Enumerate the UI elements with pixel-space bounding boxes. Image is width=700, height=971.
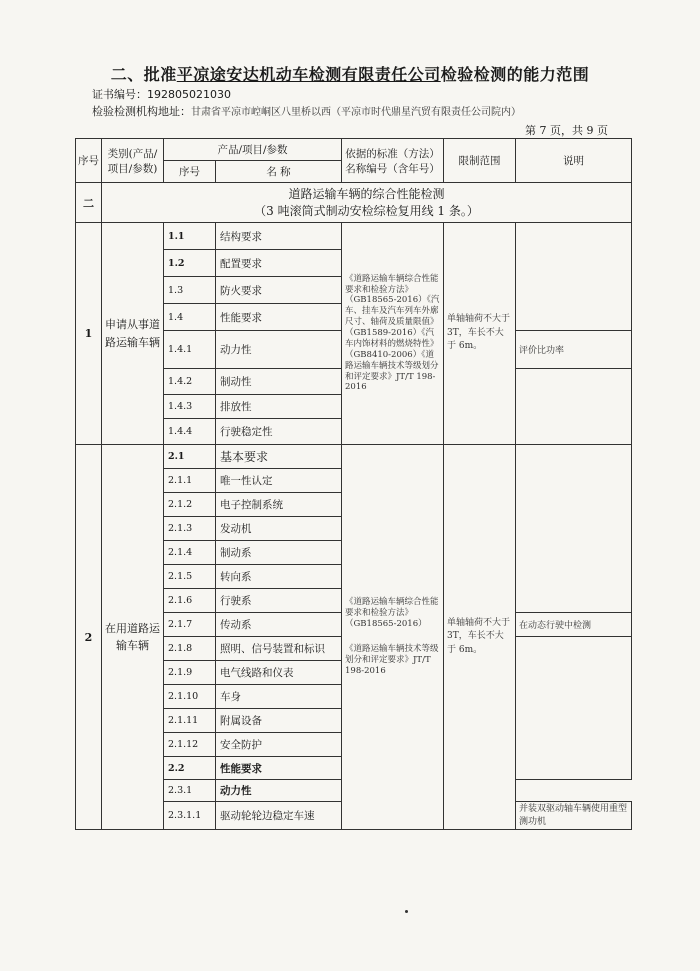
item-name: 行驶稳定性 — [216, 419, 342, 445]
item-no: 1.3 — [164, 277, 216, 304]
group-standard: 《道路运输车辆综合性能要求和检验方法》（GB18565-2016） 《道路运输车辆技术等级划分和评定要求》JT/T 198-2016 — [342, 445, 444, 830]
item-name: 动力性 — [216, 780, 342, 802]
item-no: 2.1.11 — [164, 709, 216, 733]
item-no: 2.1.5 — [164, 565, 216, 589]
item-no: 1.1 — [164, 223, 216, 250]
item-no: 2.1.9 — [164, 661, 216, 685]
item-name: 车身 — [216, 685, 342, 709]
group-limit: 单轴轴荷不大于 3T，车长不大于 6m。 — [444, 445, 516, 830]
item-name: 安全防护 — [216, 733, 342, 757]
item-no: 2.1.6 — [164, 589, 216, 613]
item-name: 发动机 — [216, 517, 342, 541]
group-number: 2 — [76, 445, 102, 830]
section-title: 道路运输车辆的综合性能检测 （3 吨滚筒式制动安检综检复用线 1 条。） — [102, 183, 632, 223]
item-no: 2.1.8 — [164, 637, 216, 661]
group-standard: 《道路运输车辆综合性能要求和检验方法》（GB18565-2016）《汽车、挂车及汽车列车外廓尺寸、轴荷及质量限值》（GB1589-2016）《汽车内饰材料的燃烧特性》（GB8410-2006）《道路运输车辆技术等级划分和评定要求》JT/T 198-2016 — [342, 223, 444, 445]
item-name: 配置要求 — [216, 250, 342, 277]
item-no: 2.1.7 — [164, 613, 216, 637]
section-number: 二 — [76, 183, 102, 223]
scope-table — [75, 138, 632, 830]
item-no: 2.1.2 — [164, 493, 216, 517]
item-no: 1.4.4 — [164, 419, 216, 445]
page-number: 第 7 页，共 9 页 — [525, 124, 608, 137]
header-name: 名 称 — [216, 161, 342, 183]
remark-cell — [516, 445, 632, 613]
item-name: 电子控制系统 — [216, 493, 342, 517]
item-name: 驱动轮轮边稳定车速 — [216, 802, 342, 830]
item-no: 2.1.1 — [164, 469, 216, 493]
group-category: 在用道路运输车辆 — [102, 445, 164, 830]
item-name: 基本要求 — [216, 445, 342, 469]
header-remark: 说明 — [516, 139, 632, 183]
item-no: 2.3.1 — [164, 780, 216, 802]
header-limit: 限制范围 — [444, 139, 516, 183]
item-no: 1.4.2 — [164, 369, 216, 395]
institution-address: 检验检测机构地址：甘肃省平凉市崆峒区八里桥以西（平凉市时代鼎星汽贸有限责任公司院内） — [92, 105, 521, 118]
item-name: 制动性 — [216, 369, 342, 395]
item-no: 1.2 — [164, 250, 216, 277]
item-name: 排放性 — [216, 395, 342, 419]
item-name: 性能要求 — [216, 757, 342, 780]
org-name: 平凉途安达机动车检测有限责任公司 — [176, 65, 441, 84]
item-name: 照明、信号装置和标识 — [216, 637, 342, 661]
item-name: 性能要求 — [216, 304, 342, 331]
item-name: 附属设备 — [216, 709, 342, 733]
item-name: 制动系 — [216, 541, 342, 565]
header-product: 产品/项目/参数 — [164, 139, 342, 161]
item-no: 2.1 — [164, 445, 216, 469]
item-no: 1.4 — [164, 304, 216, 331]
group-limit: 单轴轴荷不大于 3T，车长不大于 6m。 — [444, 223, 516, 445]
header-category: 类别(产品/项目/参数) — [102, 139, 164, 183]
item-name: 传动系 — [216, 613, 342, 637]
group-category: 申请从事道路运输车辆 — [102, 223, 164, 445]
item-no: 2.1.12 — [164, 733, 216, 757]
item-no: 2.3.1.1 — [164, 802, 216, 830]
item-no: 2.1.10 — [164, 685, 216, 709]
page-title: 二、批准平凉途安达机动车检测有限责任公司检验检测的能力范围 — [110, 65, 590, 84]
item-name: 结构要求 — [216, 223, 342, 250]
item-name: 行驶系 — [216, 589, 342, 613]
item-name: 转向系 — [216, 565, 342, 589]
remark-dyno: 并装双驱动轴车辆使用重型测功机 — [516, 802, 632, 830]
item-no: 2.2 — [164, 757, 216, 780]
group-number: 1 — [76, 223, 102, 445]
item-no: 1.4.3 — [164, 395, 216, 419]
header-standard: 依据的标准（方法）名称编号（含年号） — [342, 139, 444, 183]
item-no: 2.1.3 — [164, 517, 216, 541]
remark-cell — [516, 637, 632, 780]
scan-speck — [405, 910, 408, 913]
certificate-number: 证书编号：192805021030 — [92, 88, 231, 101]
header-sub-seq: 序号 — [164, 161, 216, 183]
item-no: 2.1.4 — [164, 541, 216, 565]
remark-cell — [516, 369, 632, 445]
remark-cell — [516, 223, 632, 331]
item-name: 唯一性认定 — [216, 469, 342, 493]
remark-power: 评价比功率 — [516, 331, 632, 369]
header-seq: 序号 — [76, 139, 102, 183]
item-name: 防火要求 — [216, 277, 342, 304]
item-name: 动力性 — [216, 331, 342, 369]
item-name: 电气线路和仪表 — [216, 661, 342, 685]
remark-dynamic: 在动态行驶中检测 — [516, 613, 632, 637]
item-no: 1.4.1 — [164, 331, 216, 369]
